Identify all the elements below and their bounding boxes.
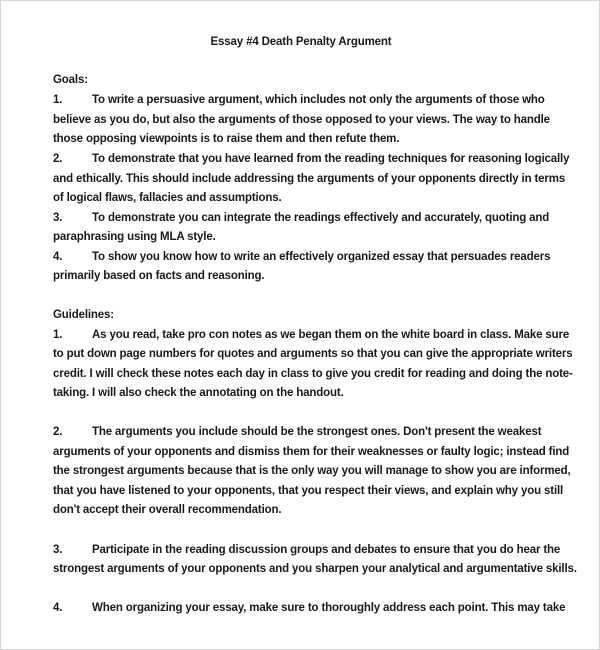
guideline-item-3 — [53, 544, 560, 556]
guideline-item-2 — [53, 426, 541, 438]
guideline-text-line: to put down page numbers for quotes and arguments so that you can give the appropriate writers — [53, 348, 573, 360]
goal-text-line: believe as you do, but also the arguments of those opposed to your views. The way to handle — [53, 114, 550, 126]
guideline-text-line: arguments of your opponents and dismiss them for their weaknesses or faulty logic; instead find — [53, 446, 570, 458]
guideline-text-line: don't accept their overall recommendation. — [53, 504, 282, 516]
guideline-number: 3. — [53, 544, 63, 556]
guideline-text-line: credit. I will check these notes each day in class to give you credit for reading and doing the note- — [53, 368, 573, 380]
guideline-number: 2. — [53, 426, 63, 438]
goal-text-line: primarily based on facts and reasoning. — [53, 270, 265, 282]
goal-text: To demonstrate that you have learned from the reading techniques for reasoning logically — [92, 153, 570, 165]
document-title: Essay #4 Death Penalty Argument — [210, 36, 392, 48]
goal-item-2 — [53, 153, 569, 165]
goal-text-line: and ethically. This should include addressing the arguments of your opponents directly in terms — [53, 173, 566, 185]
goal-item-3 — [53, 212, 549, 224]
guideline-text-line: strongest arguments of your opponents and you sharpen your analytical and argumentative skills. — [53, 563, 577, 575]
goal-text-line: paraphrasing using MLA style. — [53, 231, 216, 243]
goals-heading: Goals: — [53, 74, 88, 86]
goal-text: To write a persuasive argument, which includes not only the arguments of those who — [92, 94, 545, 106]
goal-number: 3. — [53, 212, 63, 224]
guideline-text: When organizing your essay, make sure to thoroughly address each point. This may take — [92, 602, 566, 614]
goal-text: To show you know how to write an effectively organized essay that persuades readers — [92, 251, 551, 263]
guideline-text: As you read, take pro con notes as we began them on the white board in class. Make sure — [92, 329, 570, 341]
goal-number: 1. — [53, 94, 63, 106]
guideline-number: 1. — [53, 329, 63, 341]
guidelines-heading: Guidelines: — [53, 309, 114, 321]
guideline-text: The arguments you include should be the strongest ones. Don't present the weakest — [92, 426, 542, 438]
goal-item-1 — [53, 94, 545, 106]
goal-text-line: of logical flaws, fallacies and assumptions. — [53, 192, 282, 204]
guideline-text: Participate in the reading discussion groups and debates to ensure that you do hear the — [92, 544, 561, 556]
goal-text: To demonstrate you can integrate the readings effectively and accurately, quoting and — [92, 212, 550, 224]
goal-item-4 — [53, 251, 550, 263]
guideline-text-line: that you have listened to your opponents, that you respect their views, and explain why you still — [53, 485, 564, 497]
goal-number: 4. — [53, 251, 63, 263]
guideline-text-line: the strongest arguments because that is the only way you will manage to show you are informed, — [53, 465, 571, 477]
guideline-item-1 — [53, 329, 569, 341]
guideline-item-4 — [53, 602, 565, 614]
guideline-text-line: taking. I will also check the annotating on the handout. — [53, 387, 344, 399]
guideline-number: 4. — [53, 602, 63, 614]
goal-text-line: those opposing viewpoints is to raise them and then refute them. — [53, 133, 400, 145]
goal-number: 2. — [53, 153, 63, 165]
